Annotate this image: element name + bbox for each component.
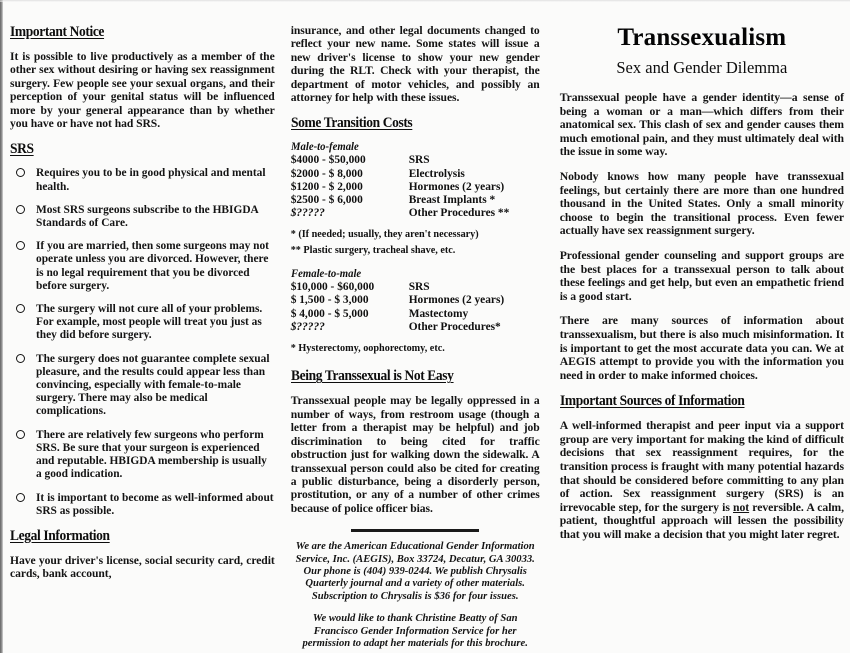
list-item — [10, 492, 275, 518]
heading-being-transsexual-not-easy: Being Transsexual is Not Easy — [290, 368, 454, 385]
footnotes-female-to-male — [291, 343, 540, 355]
cost-amount: $4000 - $50,000 — [290, 154, 366, 167]
circle-bullet-icon — [16, 168, 25, 177]
heading-important-notice: Important Notice — [10, 24, 105, 40]
circle-bullet-icon — [16, 304, 25, 313]
list-item — [10, 429, 275, 482]
list-item-text: Most SRS surgeons subscribe to the HBIGDA Standards of Care. — [36, 203, 259, 230]
list-item-text: It is important to become as well-informed about SRS as possible. — [36, 491, 274, 517]
cost-amount: $????? — [290, 320, 325, 333]
heading-legal-information: Legal Information — [10, 527, 110, 544]
table-row — [291, 168, 540, 181]
paragraph-therapist-advice — [560, 419, 844, 541]
circle-bullet-icon — [16, 493, 25, 502]
list-item — [10, 240, 275, 293]
table-row — [291, 207, 540, 220]
list-item-text: If you are married, then some surgeons may not operate unless you are divorced. However, there is no legal requirement that you be divorced before surgery. — [36, 240, 269, 292]
page-title: Transsexualism — [617, 24, 787, 51]
table-row — [291, 181, 540, 194]
cost-item: Hormones (2 years) — [408, 180, 505, 193]
srs-bullet-list — [10, 167, 275, 517]
table-row — [291, 281, 540, 294]
paragraph-legal-continued: insurance, and other legal documents changed to reflect your new name. Some states will issue a new driver's license to show your new gender during the RLT. Check with your therapist, the department of motor vehicles, and possibly an attorney for help with these issues. — [290, 24, 540, 105]
cost-amount: $????? — [290, 207, 325, 220]
cost-item: Other Procedures ** — [408, 207, 510, 220]
cost-amount: $2500 - $ 6,000 — [290, 194, 363, 207]
list-item-text: The surgery will not cure all of your problems. For example, most people will treat you just as they did before surgery. — [36, 303, 263, 342]
page-subtitle: Sex and Gender Dilemma — [616, 58, 788, 77]
footnote: * Hysterectomy, oophorectomy, etc. — [290, 343, 445, 355]
therapist-advice-part1: A well-informed therapist and peer input via a support group are very important for making the kind of difficult decisions that sex reassignment requires, for the transition process is fraught with many potential hazards that should be considered before committing to any plan of action. Sex reassignment surgery (SRS) is an irrevocable step, for the surgery is — [559, 419, 844, 514]
list-item-text: There are relatively few surgeons who perform SRS. Be sure that your surgeon is experienced and reputable. HBIGDA membership is usually a good indication. — [36, 428, 267, 481]
list-item — [10, 167, 275, 193]
circle-bullet-icon — [16, 354, 25, 363]
paragraph-legal-information: Have your driver's license, social security card, credit cards, bank account, — [10, 553, 275, 581]
cost-item: Other Procedures* — [408, 320, 501, 333]
acknowledgement-block: We would like to thank Christine Beatty of San Francisco Gender Information Service for her permission to adapt her materials for this brochure. — [302, 613, 528, 649]
cost-item: Electrolysis — [408, 167, 465, 180]
cost-amount: $1200 - $ 2,000 — [290, 180, 363, 193]
column-right — [554, 24, 844, 647]
circle-bullet-icon — [16, 430, 25, 439]
list-item — [10, 353, 275, 419]
circle-bullet-icon — [16, 241, 25, 250]
heading-transition-costs: Some Transition Costs — [290, 115, 413, 132]
cost-amount: $ 1,500 - $ 3,000 — [290, 294, 369, 307]
cost-table-male-to-female — [291, 154, 540, 220]
footnotes-male-to-female — [291, 229, 540, 257]
paragraph-gender-identity: Transsexual people have a gender identity—a sense of being a woman or a man—which differs from their anatomical sex. This clash of sex and gender causes them much emotional pain, and they must ultimately deal with the issue in some way. — [559, 91, 844, 159]
table-row — [291, 154, 540, 167]
paragraph-sources-of-information: There are many sources of information about transsexualism, but there is also much misinformation. It is important to get the most accurate data you can. We at AEGIS attempt to provide you with the information you need in order to make informed choices. — [559, 314, 844, 382]
label-male-to-female: Male-to-female — [290, 141, 359, 154]
table-row — [291, 194, 540, 207]
footnote: * (If needed; usually, they aren't necessary) — [290, 229, 479, 241]
cost-item: Hormones (2 years) — [408, 294, 505, 307]
organization-contact-block: We are the American Educational Gender Information Service, Inc. (AEGIS), Box 33724, Decatur, GA 30033. Our phone is (404) 939-0244. We publish Chrysalis Quarterly journal and a variety of other materials. Subscription to Chrysalis is $36 for four issues. — [295, 541, 535, 602]
list-item-text: Requires you to be in good physical and mental health. — [36, 167, 266, 193]
column-middle — [291, 24, 554, 647]
horizontal-divider — [351, 529, 479, 532]
list-item-text: The surgery does not guarantee complete sexual pleasure, and the results could appear less than convincing, especially with female-to-male surgery. There may also be medical complications. — [36, 352, 270, 418]
therapist-advice-emphasis: not — [733, 500, 750, 514]
cost-amount: $10,000 - $60,000 — [290, 281, 375, 294]
cost-item: SRS — [408, 281, 430, 294]
circle-bullet-icon — [16, 205, 25, 214]
cost-amount: $ 4,000 - $ 5,000 — [290, 307, 369, 320]
cost-item: Mastectomy — [408, 307, 469, 320]
cost-item: Breast Implants * — [408, 194, 496, 207]
table-row — [291, 294, 540, 307]
heading-important-sources: Important Sources of Information — [559, 393, 745, 410]
therapist-advice-part2: reversible. A calm, patient, thoughtful approach will lessen the possibility that you will make a decision that you might later regret. — [559, 500, 844, 542]
paragraph-counseling-support: Professional gender counseling and support groups are the best places for a transsexual person to talk about these feelings and get help, but even an empathetic friend is a good start. — [559, 248, 844, 303]
paragraph-important-notice: It is possible to live productively as a member of the other sex without desiring or having sex reassignment surgery. Few people see your sexual organs, and their perception of your genital status will be influenced more by your general appearance than by whether you have or have not had SRS. — [10, 50, 275, 131]
cost-amount: $2000 - $ 8,000 — [290, 167, 363, 180]
cost-table-female-to-male — [291, 281, 540, 334]
list-item — [10, 204, 275, 230]
paragraph-population-numbers: Nobody knows how many people have transsexual feelings, but certainly there are more than one hundred thousand in the United States. Only a small minority choose to begin the transitional process. Even fewer actually have sex reassignment surgery. — [559, 169, 844, 238]
column-left — [10, 24, 291, 647]
table-row — [291, 308, 540, 321]
cost-item: SRS — [408, 154, 430, 167]
paragraph-being-transsexual-not-easy: Transsexual people may be legally oppressed in a number of ways, from restroom usage (though a letter from a therapist may be helpful) and job discrimination to being cited for traffic obstruction just for walking down the sidewalk. A transsexual person could also be cited for creating a public disturbance, being a disorderly person, prostitution, or any of a number of other crimes because of police officer bias. — [290, 394, 540, 515]
list-item — [10, 303, 275, 343]
heading-srs: SRS — [10, 141, 34, 158]
footnote: ** Plastic surgery, tracheal shave, etc. — [290, 244, 456, 256]
label-female-to-male: Female-to-male — [290, 268, 361, 281]
table-row — [291, 321, 540, 334]
